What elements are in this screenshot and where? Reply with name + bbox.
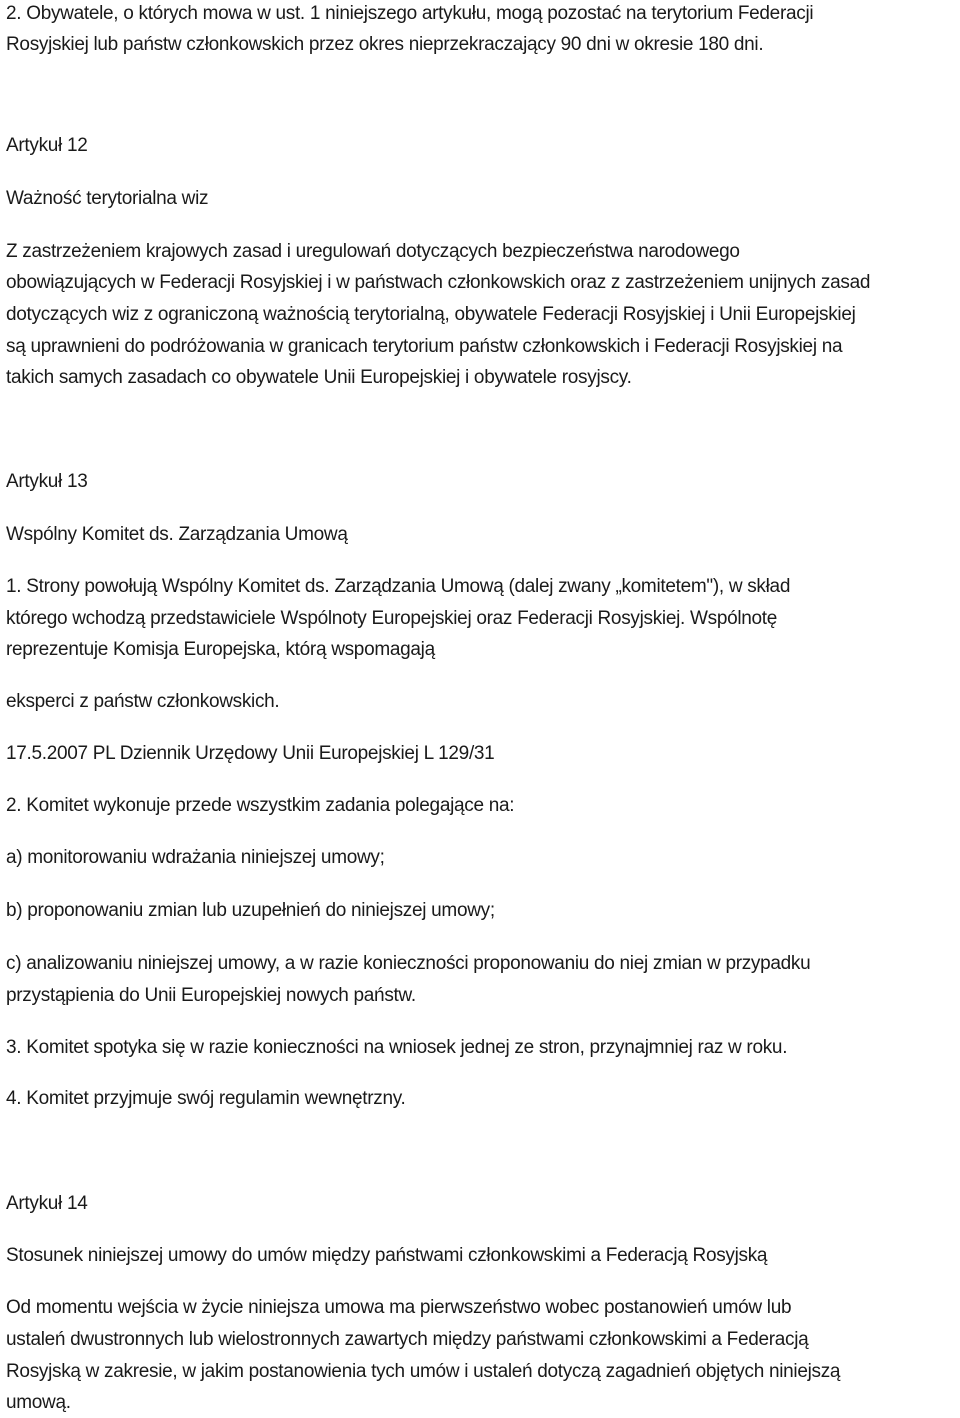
article-14-title: Stosunek niniejszej umowy do umów między państwami członkowskimi a Federacją Rosyjską — [6, 1245, 768, 1266]
article-13-p2: 2. Komitet wykonuje przede wszystkim zadania polegające na: — [6, 795, 515, 816]
article-13-title: Wspólny Komitet ds. Zarządzania Umową — [6, 524, 348, 545]
article-14-line-2: ustaleń dwustronnych lub wielostronnych zawartych między państwami członkowskimi a Federacją — [6, 1329, 809, 1350]
article-14-line-4: umową. — [6, 1392, 71, 1413]
article-13-p1-line-1: 1. Strony powołują Wspólny Komitet ds. Zarządzania Umową (dalej zwany „komitetem"), w skład — [6, 576, 791, 597]
article-12-heading: Artykuł 12 — [6, 135, 88, 156]
article-12-line-1: Z zastrzeżeniem krajowych zasad i uregulowań dotyczących bezpieczeństwa narodowego — [6, 241, 740, 262]
article-14-line-1: Od momentu wejścia w życie niniejsza umowa ma pierwszeństwo wobec postanowień umów lub — [6, 1297, 792, 1318]
article-12-title: Ważność terytorialna wiz — [6, 188, 209, 209]
article-13-p4: 4. Komitet przyjmuje swój regulamin wewnętrzny. — [6, 1088, 406, 1109]
article-14-line-3: Rosyjską w zakresie, w jakim postanowienia tych umów i ustaleń dotyczą zagadnień objętych niniejszą — [6, 1361, 841, 1382]
intro-line-2: Rosyjskiej lub państw członkowskich przez okres nieprzekraczający 90 dni w okresie 180 dni. — [6, 34, 764, 55]
article-13-p3: 3. Komitet spotyka się w razie konieczności na wniosek jednej ze stron, przynajmniej raz w roku. — [6, 1037, 788, 1058]
article-12-line-2: obowiązujących w Federacji Rosyjskiej i w państwach członkowskich oraz z zastrzeżeniem unijnych zasad — [6, 272, 871, 293]
article-13-p2a: a) monitorowaniu wdrażania niniejszej umowy; — [6, 847, 385, 868]
article-13-p2b: b) proponowaniu zmian lub uzupełnień do niniejszej umowy; — [6, 900, 495, 921]
journal-reference: 17.5.2007 PL Dziennik Urzędowy Unii Europejskiej L 129/31 — [6, 743, 495, 764]
article-12-line-3: dotyczących wiz z ograniczoną ważnością terytorialną, obywatele Federacji Rosyjskiej i Unii Europejskiej — [6, 304, 856, 325]
article-13-p2c-line-1: c) analizowaniu niniejszej umowy, a w razie konieczności proponowaniu do niej zmian w przypadku — [6, 953, 811, 974]
article-13-p2c-line-2: przystąpienia do Unii Europejskiej nowych państw. — [6, 985, 416, 1006]
article-14-heading: Artykuł 14 — [6, 1193, 88, 1214]
article-12-line-4: są uprawnieni do podróżowania w granicach terytorium państw członkowskich i Federacji Rosyjskiej na — [6, 336, 843, 357]
article-13-heading: Artykuł 13 — [6, 471, 88, 492]
intro-line-1: 2. Obywatele, o których mowa w ust. 1 niniejszego artykułu, mogą pozostać na terytorium Federacji — [6, 3, 814, 24]
article-12-line-5: takich samych zasadach co obywatele Unii Europejskiej i obywatele rosyjscy. — [6, 367, 632, 388]
article-13-p1-line-3: reprezentuje Komisja Europejska, którą wspomagają — [6, 639, 435, 660]
article-13-p1-tail: eksperci z państw członkowskich. — [6, 691, 280, 712]
article-13-p1-line-2: którego wchodzą przedstawiciele Wspólnoty Europejskiej oraz Federacji Rosyjskiej. Wspólnotę — [6, 608, 778, 629]
